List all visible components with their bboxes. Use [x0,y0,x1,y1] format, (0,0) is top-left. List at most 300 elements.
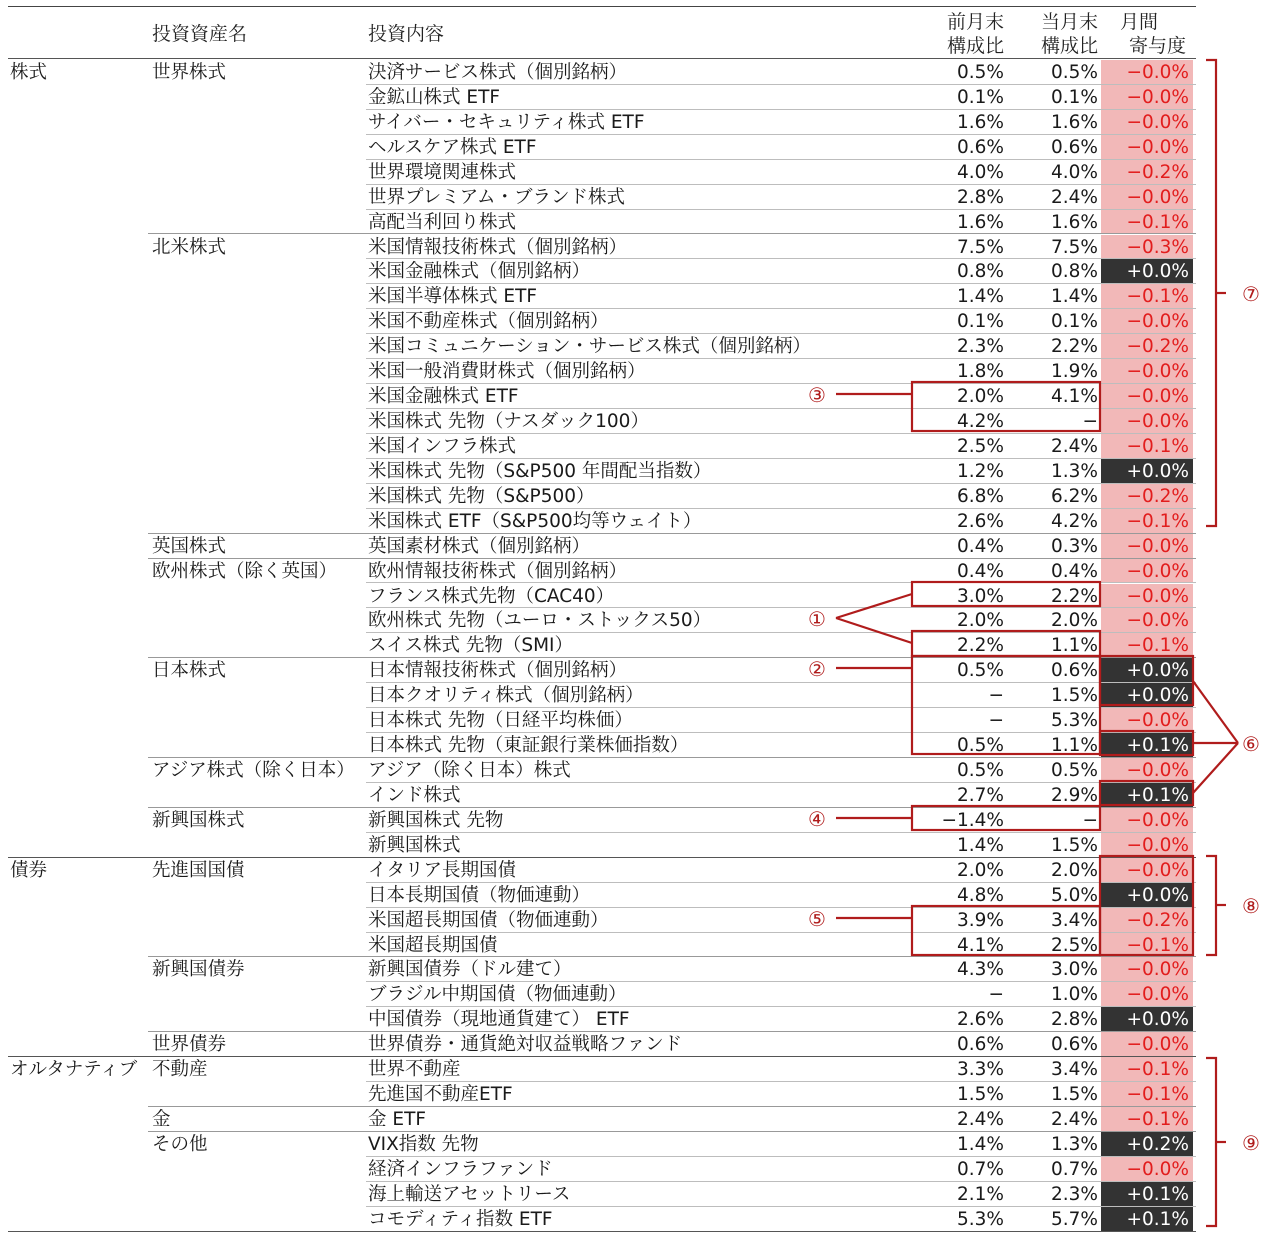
table-row [0,1057,1200,1082]
table-row [0,1182,1200,1207]
current-month-weight: 7.5% [1051,236,1098,258]
prev-month-weight: 2.3% [957,336,1004,358]
asset-name-label: 英国株式 [152,535,227,557]
current-month-weight: 2.4% [1051,435,1098,457]
monthly-contribution-value: −0.1% [1126,435,1189,457]
asset-name-label: 不動産 [152,1059,208,1081]
prev-month-weight: 4.8% [957,884,1004,906]
header-prev-line1: 前月末 [946,11,1004,33]
investment-content-label: 金 ETF [368,1109,427,1131]
monthly-contribution-cell [1101,185,1193,210]
prev-month-weight: −1.4% [941,809,1004,831]
current-month-weight: 2.5% [1051,934,1098,956]
current-month-weight: 1.9% [1051,361,1098,383]
table-row [0,1082,1200,1107]
prev-month-weight: 0.8% [957,261,1004,283]
monthly-contribution-value: −0.1% [1126,1109,1189,1131]
monthly-contribution-cell [1101,160,1193,185]
monthly-contribution-cell [1101,1157,1193,1182]
table-row [0,484,1200,509]
prev-month-weight: 0.7% [957,1158,1004,1180]
current-month-weight: 1.5% [1051,685,1098,707]
investment-content-label: サイバー・セキュリティ株式 ETF [368,111,645,133]
asset-name-label: 世界株式 [152,62,227,83]
table-row [0,259,1200,284]
asset-class-label: 債券 [10,859,48,881]
table-row [0,409,1200,434]
investment-content-label: 金鉱山株式 ETF [368,86,501,108]
table-row [0,683,1200,708]
prev-month-weight: 2.4% [957,1109,1004,1131]
current-month-weight: 1.6% [1051,211,1098,233]
monthly-contribution-value: −0.0% [1126,560,1189,582]
annotation-8: ⑧ [1242,894,1260,918]
investment-content-label: 欧州情報技術株式（個別銘柄） [368,560,628,582]
header-asset-name: 投資資産名 [152,23,248,45]
prev-month-weight: 2.0% [957,859,1004,881]
table-row [0,808,1200,833]
asset-name-label: 北米株式 [152,236,227,258]
table-top-rule [8,6,1196,7]
current-month-weight: 6.2% [1051,485,1098,507]
monthly-contribution-cell [1101,135,1193,160]
monthly-contribution-cell [1101,658,1193,683]
prev-month-weight: 0.5% [957,735,1004,757]
monthly-contribution-value: −0.0% [1126,1158,1189,1180]
current-month-weight: − [1082,809,1098,831]
prev-month-weight: 2.5% [957,435,1004,457]
prev-month-weight: 1.6% [957,111,1004,133]
current-month-weight: 2.9% [1051,784,1098,806]
investment-content-label: アジア（除く日本）株式 [368,760,571,782]
asset-name-label: その他 [152,1133,208,1155]
monthly-contribution-value: −0.2% [1126,161,1189,183]
monthly-contribution-value: −0.1% [1126,635,1189,657]
monthly-contribution-cell [1101,1082,1193,1107]
prev-month-weight: 4.0% [957,161,1004,183]
monthly-contribution-value: −0.1% [1126,1059,1189,1081]
current-month-weight: 0.6% [1051,660,1098,682]
monthly-contribution-value: −0.2% [1126,485,1189,507]
investment-content-label: 世界債券・通貨絶対収益戦略ファンド [368,1034,683,1056]
prev-month-weight: 2.6% [957,510,1004,532]
monthly-contribution-value: −0.0% [1126,984,1189,1006]
investment-content-label: 米国超長期国債（物価連動） [368,909,609,931]
asset-name-label: 欧州株式（除く英国） [152,560,338,582]
annotation-2: ② [808,657,826,681]
table-row [0,284,1200,309]
prev-month-weight: 3.3% [957,1059,1004,1081]
header-contrib-line1: 月間 [1120,11,1159,33]
current-month-weight: 2.2% [1051,585,1098,607]
monthly-contribution-cell [1101,459,1193,484]
monthly-contribution-cell [1101,309,1193,334]
monthly-contribution-cell [1101,683,1193,708]
monthly-contribution-cell [1101,908,1193,933]
current-month-weight: 0.6% [1051,1034,1098,1056]
monthly-contribution-value: −0.1% [1126,286,1189,308]
monthly-contribution-cell [1101,1132,1193,1157]
monthly-contribution-value: −0.0% [1126,710,1189,732]
monthly-contribution-value: −0.2% [1126,909,1189,931]
prev-month-weight: 6.8% [957,485,1004,507]
monthly-contribution-value: −0.1% [1126,510,1189,532]
current-month-weight: 4.0% [1051,161,1098,183]
monthly-contribution-cell [1101,235,1193,260]
prev-month-weight: 2.1% [957,1183,1004,1205]
monthly-contribution-value: −0.0% [1126,535,1189,557]
prev-month-weight: 2.7% [957,784,1004,806]
table-row [0,559,1200,584]
investment-content-label: 日本クオリティ株式（個別銘柄） [368,685,644,707]
table-row [0,1207,1200,1232]
monthly-contribution-cell [1101,409,1193,434]
current-month-weight: 5.0% [1051,884,1098,906]
monthly-contribution-cell [1101,584,1193,609]
investment-content-label: 日本株式 先物（日経平均株価） [368,710,633,732]
table-row [0,185,1200,210]
prev-month-weight: 0.4% [957,560,1004,582]
current-month-weight: 0.6% [1051,136,1098,158]
current-month-weight: 0.4% [1051,560,1098,582]
investment-content-label: 中国債券（現地通貨建て） ETF [368,1009,630,1031]
investment-content-label: ブラジル中期国債（物価連動） [368,984,627,1006]
monthly-contribution-value: +0.1% [1126,1208,1189,1230]
monthly-contribution-value: −0.0% [1126,959,1189,981]
monthly-contribution-value: +0.0% [1126,261,1189,283]
table-row [0,110,1200,135]
table-row [0,1032,1200,1057]
table-row [0,85,1200,110]
table-row [0,633,1200,658]
monthly-contribution-value: −0.0% [1126,311,1189,333]
prev-month-weight: 0.4% [957,535,1004,557]
monthly-contribution-cell [1101,833,1193,858]
monthly-contribution-value: −0.0% [1126,585,1189,607]
monthly-contribution-cell [1101,1057,1193,1082]
header-bottom-rule [8,58,1196,59]
annotation-1: ① [808,607,826,631]
annotation-3: ③ [808,383,826,407]
current-month-weight: 0.8% [1051,261,1098,283]
investment-content-label: インド株式 [368,784,461,806]
table-row [0,210,1200,235]
investment-content-label: VIX指数 先物 [368,1133,479,1155]
current-month-weight: 5.3% [1051,710,1098,732]
monthly-contribution-value: −0.0% [1126,136,1189,158]
prev-month-weight: 1.6% [957,211,1004,233]
table-row [0,235,1200,260]
current-month-weight: 0.3% [1051,535,1098,557]
header-prev-line2: 構成比 [946,35,1004,57]
monthly-contribution-value: −0.0% [1126,610,1189,632]
monthly-contribution-value: −0.1% [1126,934,1189,956]
current-month-weight: 4.2% [1051,510,1098,532]
asset-name-label: 世界債券 [152,1034,227,1056]
monthly-contribution-cell [1101,733,1193,758]
current-month-weight: 1.5% [1051,1084,1098,1106]
prev-month-weight: 3.0% [957,585,1004,607]
prev-month-weight: 4.1% [957,934,1004,956]
monthly-contribution-cell [1101,259,1193,284]
asset-name-label: 日本株式 [152,660,227,682]
prev-month-weight: 0.6% [957,1034,1004,1056]
current-month-weight: 1.4% [1051,286,1098,308]
annotation-7: ⑦ [1242,282,1260,306]
current-month-weight: 2.4% [1051,1109,1098,1131]
current-month-weight: 1.3% [1051,1133,1098,1155]
prev-month-weight: 2.2% [957,635,1004,657]
monthly-contribution-value: −0.3% [1126,236,1189,258]
monthly-contribution-value: +0.0% [1126,660,1189,682]
current-month-weight: 2.0% [1051,859,1098,881]
annotation-9: ⑨ [1242,1131,1260,1155]
prev-month-weight: 1.4% [957,1133,1004,1155]
monthly-contribution-value: +0.0% [1126,460,1189,482]
table-row [0,534,1200,559]
current-month-weight: 0.1% [1051,86,1098,108]
monthly-contribution-value: +0.1% [1126,1183,1189,1205]
investment-content-label: 世界環境関連株式 [368,161,517,183]
investment-content-label: 日本株式 先物（東証銀行業株価指数） [368,735,689,757]
investment-content-label: 先進国不動産ETF [368,1084,513,1106]
header-content: 投資内容 [368,23,445,45]
annotation-6: ⑥ [1242,732,1260,756]
monthly-contribution-value: −0.0% [1126,1034,1189,1056]
prev-month-weight: 2.0% [957,386,1004,408]
table-row [0,758,1200,783]
current-month-weight: 1.6% [1051,111,1098,133]
asset-name-label: 新興国株式 [152,809,245,831]
prev-month-weight: 4.3% [957,959,1004,981]
current-month-weight: 2.4% [1051,186,1098,208]
table-row [0,434,1200,459]
asset-class-label: 株式 [10,62,48,83]
table-row [0,982,1200,1007]
monthly-contribution-value: −0.0% [1126,411,1189,433]
monthly-contribution-cell [1101,534,1193,559]
monthly-contribution-cell [1101,783,1193,808]
current-month-weight: 2.8% [1051,1009,1098,1031]
current-month-weight: 0.7% [1051,1158,1098,1180]
prev-month-weight: 1.2% [957,460,1004,482]
monthly-contribution-cell [1101,359,1193,384]
investment-content-label: 海上輸送アセットリース [368,1183,571,1205]
investment-content-label: 米国半導体株式 ETF [368,286,538,308]
monthly-contribution-cell [1101,210,1193,235]
monthly-contribution-cell [1101,758,1193,783]
current-month-weight: 3.4% [1051,909,1098,931]
annotation-5: ⑤ [808,907,826,931]
table-row [0,783,1200,808]
monthly-contribution-cell [1101,85,1193,110]
investment-content-label: 米国金融株式 ETF [368,386,519,408]
annotation-4: ④ [808,807,826,831]
investment-content-label: 米国金融株式（個別銘柄） [368,261,591,283]
asset-name-label: アジア株式（除く日本） [152,760,355,782]
table-row [0,160,1200,185]
monthly-contribution-value: −0.0% [1126,834,1189,856]
current-month-weight: 2.3% [1051,1183,1098,1205]
header-cur-line1: 当月末 [1040,11,1098,33]
table-row [0,1157,1200,1182]
monthly-contribution-cell [1101,484,1193,509]
table-row [0,309,1200,334]
current-month-weight: 0.1% [1051,311,1098,333]
investment-content-label: 高配当利回り株式 [368,211,517,233]
prev-month-weight: 0.1% [957,311,1004,333]
table-row [0,858,1200,883]
monthly-contribution-value: +0.0% [1126,685,1189,707]
current-month-weight: 1.1% [1051,735,1098,757]
monthly-contribution-cell [1101,384,1193,409]
prev-month-weight: 5.3% [957,1208,1004,1230]
monthly-contribution-value: −0.0% [1126,386,1189,408]
investment-content-label: スイス株式 先物（SMI） [368,635,573,657]
prev-month-weight: 1.4% [957,286,1004,308]
current-month-weight: 1.5% [1051,834,1098,856]
monthly-contribution-value: −0.0% [1126,86,1189,108]
table-row [0,135,1200,160]
table-row [0,384,1200,409]
investment-content-label: 米国コミュニケーション・サービス株式（個別銘柄） [368,336,811,358]
table-row [0,60,1200,85]
current-month-weight: 3.0% [1051,959,1098,981]
current-month-weight: 3.4% [1051,1059,1098,1081]
investment-content-label: イタリア長期国債 [368,859,517,881]
current-month-weight: 1.1% [1051,635,1098,657]
investment-content-label: 米国超長期国債 [368,934,498,956]
monthly-contribution-cell [1101,284,1193,309]
monthly-contribution-value: −0.0% [1126,361,1189,383]
prev-month-weight: 0.5% [957,660,1004,682]
table-row [0,1107,1200,1132]
monthly-contribution-cell [1101,608,1193,633]
monthly-contribution-cell [1101,808,1193,833]
header-contrib-line2: 寄与度 [1128,35,1186,57]
monthly-contribution-value: −0.1% [1126,211,1189,233]
investment-content-label: 日本長期国債（物価連動） [368,884,591,906]
investment-content-label: 日本情報技術株式（個別銘柄） [368,660,628,682]
monthly-contribution-cell [1101,933,1193,958]
monthly-contribution-cell [1101,883,1193,908]
monthly-contribution-value: −0.0% [1126,62,1189,83]
prev-month-weight: 1.8% [957,361,1004,383]
investment-content-label: 新興国債券（ドル建て） [368,959,572,981]
table-row [0,584,1200,609]
monthly-contribution-value: −0.1% [1126,1084,1189,1106]
table-row [0,459,1200,484]
investment-content-label: 米国株式 先物（S&P500 年間配当指数） [368,460,712,482]
monthly-contribution-cell [1101,1007,1193,1032]
prev-month-weight: 2.0% [957,610,1004,632]
row-divider [8,1231,1196,1232]
current-month-weight: 0.5% [1051,760,1098,782]
prev-month-weight: 4.2% [957,411,1004,433]
monthly-contribution-cell [1101,1107,1193,1132]
prev-month-weight: 2.6% [957,1009,1004,1031]
investment-content-label: 欧州株式 先物（ユーロ・ストックス50） [368,610,712,632]
investment-content-label: ヘルスケア株式 ETF [368,136,537,158]
prev-month-weight: 0.5% [957,62,1004,83]
table-row [0,833,1200,858]
investment-content-label: 米国一般消費財株式（個別銘柄） [368,361,646,383]
investment-content-label: 経済インフラファンド [368,1158,553,1180]
current-month-weight: 1.3% [1051,460,1098,482]
investment-content-label: 新興国株式 先物 [368,809,504,831]
investment-content-label: 世界プレミアム・ブランド株式 [368,186,625,208]
investment-content-label: 米国株式 ETF（S&P500均等ウェイト） [368,510,702,532]
monthly-contribution-value: −0.0% [1126,859,1189,881]
monthly-contribution-value: −0.0% [1126,760,1189,782]
prev-month-weight: 2.8% [957,186,1004,208]
monthly-contribution-cell [1101,633,1193,658]
asset-name-label: 先進国国債 [152,859,245,881]
table-row [0,957,1200,982]
prev-month-weight: − [988,984,1004,1006]
monthly-contribution-cell [1101,1032,1193,1057]
investment-content-label: 米国不動産株式（個別銘柄） [368,311,609,333]
table-row [0,1007,1200,1032]
monthly-contribution-value: +0.0% [1126,1009,1189,1031]
table-row [0,334,1200,359]
prev-month-weight: 1.4% [957,834,1004,856]
prev-month-weight: − [988,710,1004,732]
monthly-contribution-value: +0.1% [1126,784,1189,806]
table-row [0,708,1200,733]
asset-name-label: 金 [152,1109,171,1131]
asset-name-label: 新興国債券 [152,959,245,981]
current-month-weight: − [1082,411,1098,433]
table-row [0,658,1200,683]
monthly-contribution-cell [1101,434,1193,459]
prev-month-weight: 0.1% [957,86,1004,108]
investment-content-label: 米国情報技術株式（個別銘柄） [368,236,628,258]
monthly-contribution-cell [1101,708,1193,733]
investment-content-label: 米国インフラ株式 [368,435,517,457]
investment-content-label: コモディティ指数 ETF [368,1208,553,1230]
monthly-contribution-cell [1101,559,1193,584]
monthly-contribution-cell [1101,858,1193,883]
header-cur-line2: 構成比 [1040,35,1098,57]
table-row [0,908,1200,933]
investment-content-label: 米国株式 先物（S&P500） [368,485,595,507]
table-row [0,359,1200,384]
monthly-contribution-cell [1101,982,1193,1007]
table-row [0,883,1200,908]
investment-content-label: 新興国株式 [368,834,461,856]
table-row [0,933,1200,958]
prev-month-weight: − [988,685,1004,707]
monthly-contribution-cell [1101,334,1193,359]
current-month-weight: 4.1% [1051,386,1098,408]
table-row [0,1132,1200,1157]
monthly-contribution-value: +0.0% [1126,884,1189,906]
current-month-weight: 1.0% [1051,984,1098,1006]
monthly-contribution-value: −0.0% [1126,186,1189,208]
monthly-contribution-value: +0.2% [1126,1133,1189,1155]
monthly-contribution-cell [1101,1207,1193,1232]
prev-month-weight: 0.6% [957,136,1004,158]
investment-content-label: 決済サービス株式（個別銘柄） [368,62,628,83]
monthly-contribution-cell [1101,509,1193,534]
monthly-contribution-cell [1101,957,1193,982]
prev-month-weight: 0.5% [957,760,1004,782]
investment-content-label: 世界不動産 [368,1059,461,1081]
investment-content-label: 米国株式 先物（ナスダック100） [368,411,649,433]
current-month-weight: 2.0% [1051,610,1098,632]
table-row [0,608,1200,633]
